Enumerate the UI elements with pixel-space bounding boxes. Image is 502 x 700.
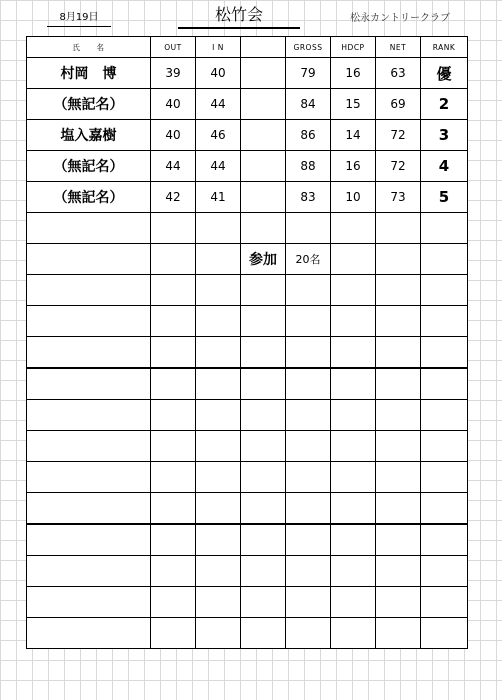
table-row: [27, 182, 468, 213]
col-header-in: I N: [196, 37, 241, 58]
in-score: 44: [196, 89, 241, 120]
player-name: （無記名）: [27, 89, 151, 120]
blank-cell: [241, 151, 286, 182]
event-date: 8月19日: [47, 10, 111, 27]
col-header-net: NET: [376, 37, 421, 58]
table-row: [27, 89, 468, 120]
rank-value: 優: [421, 58, 468, 89]
empty-row: [27, 462, 468, 493]
hdcp-value: 16: [331, 151, 376, 182]
col-header-out: OUT: [151, 37, 196, 58]
rank-value: 3: [421, 120, 468, 151]
col-header-hdcp: HDCP: [331, 37, 376, 58]
gross-score: 84: [286, 89, 331, 120]
empty-row: [27, 431, 468, 462]
empty-row: [27, 556, 468, 587]
in-score: 44: [196, 151, 241, 182]
net-score: 72: [376, 151, 421, 182]
hdcp-value: 10: [331, 182, 376, 213]
table-row: [27, 120, 468, 151]
score-table: [26, 36, 468, 649]
col-header-gross: GROSS: [286, 37, 331, 58]
player-name: 塩入嘉樹: [27, 120, 151, 151]
participation-count: 20名: [286, 244, 331, 275]
player-name: （無記名）: [27, 182, 151, 213]
empty-row: [27, 213, 468, 244]
out-score: 39: [151, 58, 196, 89]
empty-row: [27, 368, 468, 400]
out-score: 40: [151, 120, 196, 151]
blank-cell: [241, 182, 286, 213]
in-score: 46: [196, 120, 241, 151]
blank-cell: [241, 120, 286, 151]
empty-row: [27, 493, 468, 525]
hdcp-value: 16: [331, 58, 376, 89]
rank-value: 4: [421, 151, 468, 182]
empty-row: [27, 306, 468, 337]
net-score: 69: [376, 89, 421, 120]
event-title: 松竹会: [178, 3, 300, 29]
net-score: 73: [376, 182, 421, 213]
hdcp-value: 15: [331, 89, 376, 120]
in-score: 40: [196, 58, 241, 89]
rank-value: 5: [421, 182, 468, 213]
in-score: 41: [196, 182, 241, 213]
participation-row: [27, 244, 468, 275]
out-score: 44: [151, 151, 196, 182]
table-row: [27, 151, 468, 182]
empty-row: [27, 337, 468, 369]
empty-row: [27, 618, 468, 649]
header: [0, 0, 502, 36]
net-score: 63: [376, 58, 421, 89]
hdcp-value: 14: [331, 120, 376, 151]
col-header-rank: RANK: [421, 37, 468, 58]
net-score: 72: [376, 120, 421, 151]
table-header-row: [27, 37, 468, 58]
player-name: （無記名）: [27, 151, 151, 182]
gross-score: 79: [286, 58, 331, 89]
table-row: [27, 58, 468, 89]
empty-row: [27, 400, 468, 431]
gross-score: 88: [286, 151, 331, 182]
player-name: 村岡 博: [27, 58, 151, 89]
col-header-name: 氏 名: [27, 37, 151, 58]
blank-cell: [241, 89, 286, 120]
participation-label: 参加: [241, 244, 286, 275]
out-score: 42: [151, 182, 196, 213]
empty-row: [27, 587, 468, 618]
rank-value: 2: [421, 89, 468, 120]
gross-score: 83: [286, 182, 331, 213]
blank-cell: [241, 58, 286, 89]
col-header-blank: [241, 37, 286, 58]
empty-row: [27, 275, 468, 306]
club-name: 松永カントリークラブ: [350, 13, 450, 24]
gross-score: 86: [286, 120, 331, 151]
empty-row: [27, 524, 468, 556]
out-score: 40: [151, 89, 196, 120]
